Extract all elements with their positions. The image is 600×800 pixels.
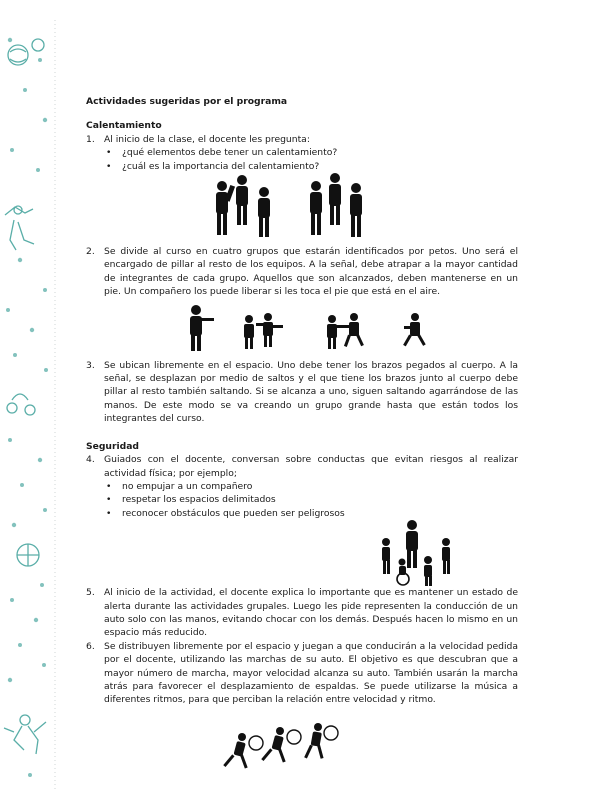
child-silhouette [256, 313, 283, 347]
item-number: 5. [86, 587, 95, 599]
item-number: 4. [86, 454, 95, 466]
child-silhouette [442, 538, 450, 574]
child-silhouette [216, 181, 228, 235]
figure-group-safety [86, 520, 518, 586]
item-text: Se ubican libremente en el espacio. Uno debe tener los brazos pegados al cuerpo. A la señal, se desplazan por medio de saltos y el que tiene los brazos junto al cuerpo debe pillar al resto también saltando. Si se alcanza a uno, siguen saltando agarrándose de las manos. De este modo se va creando un grupo grande hasta que están todos los integrantes del curso. [104, 359, 518, 425]
item-number: 3. [86, 359, 95, 371]
activity-item-3 [86, 359, 518, 426]
item-text: Se distribuyen libremente por el espacio y juegan a que conducirán a la velocidad pedida por el docente, utilizando las marchas de su auto. El objetivo es que descubran que a mayor número de marcha, mayor velocidad alcanza su auto. También usarán la marcha atrás para favorecer el desplazamiento de espaldas. Se puede utilizarse la música a diferentes ritmos, para que perciban la relación entre velocidad y ritmo. [104, 640, 518, 706]
activity-item-5 [86, 586, 518, 640]
child-silhouette [223, 733, 263, 768]
activity-item-4 [86, 453, 518, 480]
section-heading-calentamiento: Calentamiento [86, 120, 162, 132]
document-body [86, 95, 518, 783]
item-text: Se divide al curso en cuatro grupos que estarán identificados por petos. Uno será el encargado de pillar al resto de los equipos. A la señal, debe atrapar a la mayor cantidad de integrantes de cada grupo. Aquellos que son alcanzados, deben mantenerse en un pie. Un compañero los puede liberar si les toca el pie que está en el aire. [104, 246, 518, 298]
child-silhouette [258, 187, 270, 237]
bullet-list-4 [86, 480, 518, 520]
list-item: • ¿qué elementos debe tener un calentamiento? [104, 146, 518, 159]
item-number: 2. [86, 246, 95, 258]
page-title: Actividades sugeridas por el programa [86, 96, 288, 107]
child-silhouette [190, 305, 214, 351]
figure-children-driving [86, 713, 518, 783]
item-text: Al inicio de la clase, el docente les pregunta: [104, 133, 310, 145]
child-silhouette [424, 556, 432, 586]
figure-children-standing [86, 173, 518, 245]
child-silhouette [342, 313, 364, 347]
child-silhouette [403, 313, 426, 346]
child-silhouette [261, 727, 301, 762]
child-silhouette [304, 723, 338, 759]
margin-decoration [0, 0, 60, 800]
activity-item-6 [86, 640, 518, 707]
bullet-list-1 [86, 146, 518, 173]
child-silhouette [382, 538, 390, 574]
figure-children-tag [86, 299, 518, 359]
child-silhouette [329, 173, 341, 225]
item-text: Al inicio de la actividad, el docente explica lo importante que es mantener un estado de alerta durante las actividades grupales. Luego les pide representen la conducción de un auto solo con las manos, evitando chocar con los demás. Después hacen lo mismo en un espacio más reducido. [104, 587, 518, 639]
list-item: • reconocer obstáculos que pueden ser peligrosos [104, 507, 518, 520]
item-number: 6. [86, 640, 95, 652]
list-item: • ¿cuál es la importancia del calentamiento? [104, 160, 518, 173]
child-silhouette [310, 181, 322, 235]
adult-silhouette [406, 520, 418, 568]
child-silhouette [225, 175, 248, 225]
child-silhouette [350, 183, 362, 237]
child-silhouette [244, 315, 254, 349]
list-item: • no empujar a un compañero [104, 480, 518, 493]
activity-item-1 [86, 133, 518, 146]
item-text: Guiados con el docente, conversan sobre conductas que evitan riesgos al realizar actividad física; por ejemplo; [104, 454, 518, 479]
list-item: • respetar los espacios delimitados [104, 493, 518, 506]
item-number: 1. [86, 133, 95, 145]
child-silhouette [327, 315, 344, 349]
section-heading-seguridad: Seguridad [86, 440, 139, 452]
activity-item-2 [86, 245, 518, 299]
